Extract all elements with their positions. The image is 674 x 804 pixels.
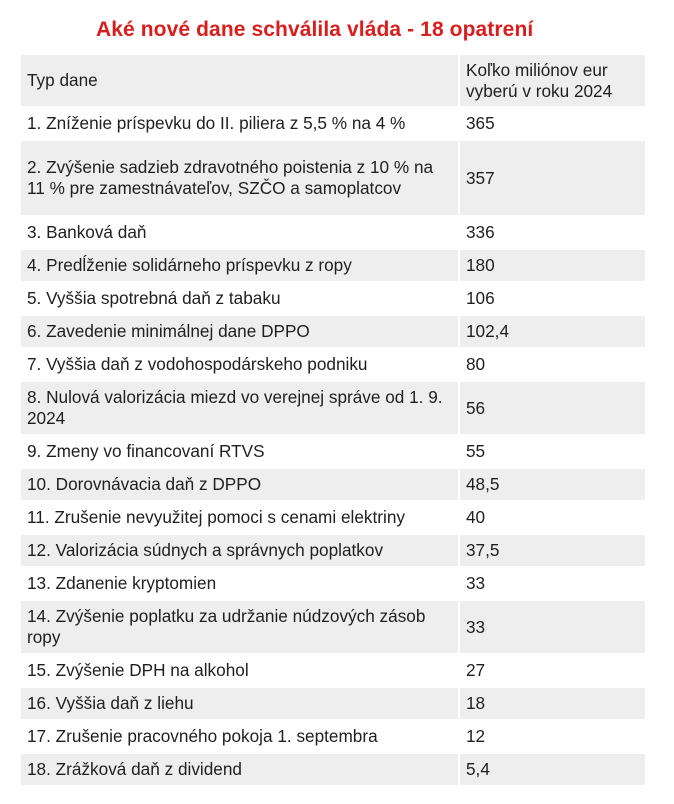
table-row bbox=[21, 688, 645, 719]
table-row bbox=[21, 316, 645, 347]
table-row bbox=[21, 469, 645, 500]
cell-type: 17. Zrušenie pracovného pokoja 1. septembra bbox=[21, 721, 458, 752]
table-header-row bbox=[21, 55, 645, 106]
table-row bbox=[21, 108, 645, 139]
cell-amount: 56 bbox=[458, 382, 645, 434]
cell-amount: 102,4 bbox=[458, 316, 645, 347]
cell-amount: 27 bbox=[458, 655, 645, 686]
cell-type: 13. Zdanenie kryptomien bbox=[21, 568, 458, 599]
cell-amount: 12 bbox=[458, 721, 645, 752]
cell-amount: 5,4 bbox=[458, 754, 645, 785]
cell-type: 8. Nulová valorizácia miezd vo verejnej správe od 1. 9. 2024 bbox=[21, 382, 458, 434]
cell-amount: 40 bbox=[458, 502, 645, 533]
cell-amount: 336 bbox=[458, 217, 645, 248]
cell-type: 15. Zvýšenie DPH na alkohol bbox=[21, 655, 458, 686]
cell-type: 7. Vyššia daň z vodohospodárskeho podniku bbox=[21, 349, 458, 380]
cell-type: 3. Banková daň bbox=[21, 217, 458, 248]
cell-amount: 33 bbox=[458, 568, 645, 599]
cell-type: 10. Dorovnávacia daň z DPPO bbox=[21, 469, 458, 500]
cell-type: 5. Vyššia spotrebná daň z tabaku bbox=[21, 283, 458, 314]
table-row bbox=[21, 601, 645, 653]
cell-type: 18. Zrážková daň z dividend bbox=[21, 754, 458, 785]
cell-amount: 106 bbox=[458, 283, 645, 314]
table-row bbox=[21, 655, 645, 686]
cell-amount: 180 bbox=[458, 250, 645, 281]
table-row bbox=[21, 535, 645, 566]
cell-type: 14. Zvýšenie poplatku za udržanie núdzových zásob ropy bbox=[21, 601, 458, 653]
cell-amount: 365 bbox=[458, 108, 645, 139]
table-row bbox=[21, 502, 645, 533]
cell-type: 2. Zvýšenie sadzieb zdravotného poistenia z 10 % na 11 % pre zamestnávateľov, SZČO a samoplatcov bbox=[21, 141, 458, 215]
table-row bbox=[21, 568, 645, 599]
table-row bbox=[21, 250, 645, 281]
cell-amount: 33 bbox=[458, 601, 645, 653]
cell-type: 11. Zrušenie nevyužitej pomoci s cenami elektriny bbox=[21, 502, 458, 533]
cell-type: 4. Predĺženie solidárneho príspevku z ropy bbox=[21, 250, 458, 281]
cell-type: 16. Vyššia daň z liehu bbox=[21, 688, 458, 719]
column-header-type: Typ dane bbox=[21, 55, 458, 106]
table-row bbox=[21, 754, 645, 785]
table-row bbox=[21, 382, 645, 434]
tax-measures-table bbox=[21, 53, 645, 787]
cell-type: 6. Zavedenie minimálnej dane DPPO bbox=[21, 316, 458, 347]
cell-type: 12. Valorizácia súdnych a správnych poplatkov bbox=[21, 535, 458, 566]
cell-amount: 37,5 bbox=[458, 535, 645, 566]
cell-type: 1. Zníženie príspevku do II. piliera z 5,5 % na 4 % bbox=[21, 108, 458, 139]
table-row bbox=[21, 217, 645, 248]
cell-amount: 48,5 bbox=[458, 469, 645, 500]
table-row bbox=[21, 436, 645, 467]
table-row bbox=[21, 283, 645, 314]
page-title: Aké nové dane schválila vláda - 18 opatrení bbox=[96, 18, 534, 41]
cell-type: 9. Zmeny vo financovaní RTVS bbox=[21, 436, 458, 467]
cell-amount: 357 bbox=[458, 141, 645, 215]
table-row bbox=[21, 349, 645, 380]
cell-amount: 55 bbox=[458, 436, 645, 467]
table-row bbox=[21, 141, 645, 215]
table-row bbox=[21, 721, 645, 752]
cell-amount: 80 bbox=[458, 349, 645, 380]
column-header-amount: Koľko miliónov eur vyberú v roku 2024 bbox=[458, 55, 645, 106]
cell-amount: 18 bbox=[458, 688, 645, 719]
